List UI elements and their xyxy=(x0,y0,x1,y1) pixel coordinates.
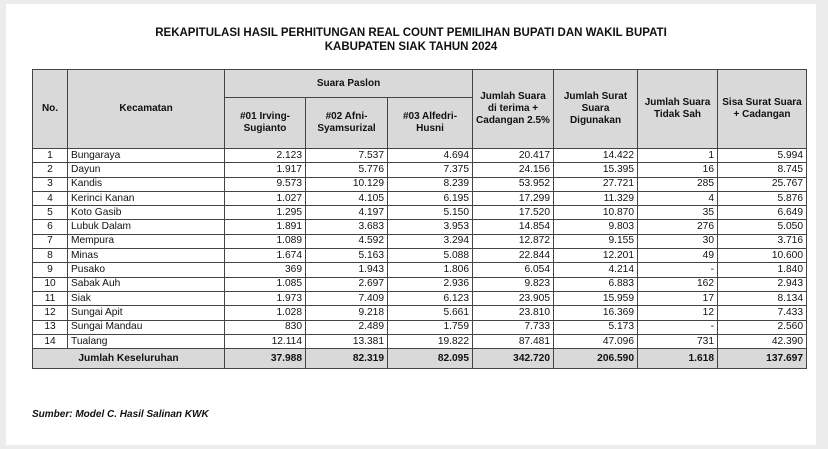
cell-no: 6 xyxy=(33,220,68,234)
cell-kecamatan: Sungai Mandau xyxy=(68,320,225,334)
cell-paslon-1: 1.917 xyxy=(225,163,306,177)
cell-paslon-1: 9.573 xyxy=(225,177,306,191)
cell-paslon-1: 12.114 xyxy=(225,334,306,348)
cell-sisa: 2.560 xyxy=(718,320,807,334)
cell-paslon-1: 1.085 xyxy=(225,277,306,291)
table-row xyxy=(33,334,807,348)
cell-tidak-sah: - xyxy=(638,263,718,277)
document-title xyxy=(6,26,816,54)
total-surat-digunakan: 206.590 xyxy=(554,349,638,369)
header-surat-digunakan: Jumlah Surat Suara Digunakan xyxy=(554,70,638,149)
cell-paslon-3: 19.822 xyxy=(388,334,473,348)
cell-paslon-3: 1.806 xyxy=(388,263,473,277)
cell-jumlah-diterima: 12.872 xyxy=(473,234,554,248)
cell-tidak-sah: 731 xyxy=(638,334,718,348)
cell-jumlah-diterima: 17.299 xyxy=(473,191,554,205)
cell-kecamatan: Mempura xyxy=(68,234,225,248)
cell-paslon-3: 1.759 xyxy=(388,320,473,334)
cell-jumlah-diterima: 7.733 xyxy=(473,320,554,334)
cell-paslon-3: 3.953 xyxy=(388,220,473,234)
table-row xyxy=(33,220,807,234)
cell-tidak-sah: 285 xyxy=(638,177,718,191)
cell-kecamatan: Kerinci Kanan xyxy=(68,191,225,205)
cell-no: 7 xyxy=(33,234,68,248)
cell-paslon-1: 1.027 xyxy=(225,191,306,205)
cell-sisa: 2.943 xyxy=(718,277,807,291)
cell-sisa: 25.767 xyxy=(718,177,807,191)
cell-no: 12 xyxy=(33,306,68,320)
total-row xyxy=(33,349,807,369)
cell-sisa: 3.716 xyxy=(718,234,807,248)
cell-no: 1 xyxy=(33,149,68,163)
cell-kecamatan: Koto Gasib xyxy=(68,206,225,220)
header-paslon-3: #03 Alfedri-Husni xyxy=(388,98,473,149)
cell-no: 9 xyxy=(33,263,68,277)
cell-jumlah-diterima: 24.156 xyxy=(473,163,554,177)
cell-kecamatan: Sungai Apit xyxy=(68,306,225,320)
cell-surat-digunakan: 14.422 xyxy=(554,149,638,163)
cell-kecamatan: Sabak Auh xyxy=(68,277,225,291)
cell-paslon-3: 5.150 xyxy=(388,206,473,220)
cell-kecamatan: Pusako xyxy=(68,263,225,277)
cell-jumlah-diterima: 9.823 xyxy=(473,277,554,291)
cell-paslon-2: 4.592 xyxy=(306,234,388,248)
cell-paslon-3: 2.936 xyxy=(388,277,473,291)
cell-jumlah-diterima: 23.810 xyxy=(473,306,554,320)
cell-surat-digunakan: 27.721 xyxy=(554,177,638,191)
total-paslon-1: 37.988 xyxy=(225,349,306,369)
cell-tidak-sah: 17 xyxy=(638,291,718,305)
cell-paslon-1: 2.123 xyxy=(225,149,306,163)
cell-sisa: 7.433 xyxy=(718,306,807,320)
cell-sisa: 5.994 xyxy=(718,149,807,163)
cell-paslon-1: 369 xyxy=(225,263,306,277)
cell-paslon-3: 3.294 xyxy=(388,234,473,248)
table-row xyxy=(33,177,807,191)
table-row xyxy=(33,163,807,177)
table-row xyxy=(33,206,807,220)
table-row xyxy=(33,149,807,163)
cell-no: 10 xyxy=(33,277,68,291)
table-row xyxy=(33,306,807,320)
cell-paslon-2: 5.776 xyxy=(306,163,388,177)
cell-no: 14 xyxy=(33,334,68,348)
cell-kecamatan: Tualang xyxy=(68,334,225,348)
cell-sisa: 1.840 xyxy=(718,263,807,277)
total-tidak-sah: 1.618 xyxy=(638,349,718,369)
cell-surat-digunakan: 9.155 xyxy=(554,234,638,248)
table-row xyxy=(33,191,807,205)
cell-paslon-3: 8.239 xyxy=(388,177,473,191)
cell-surat-digunakan: 5.173 xyxy=(554,320,638,334)
cell-jumlah-diterima: 23.905 xyxy=(473,291,554,305)
cell-jumlah-diterima: 6.054 xyxy=(473,263,554,277)
table-body xyxy=(33,149,807,349)
cell-sisa: 10.600 xyxy=(718,249,807,263)
cell-jumlah-diterima: 17.520 xyxy=(473,206,554,220)
cell-tidak-sah: - xyxy=(638,320,718,334)
cell-tidak-sah: 16 xyxy=(638,163,718,177)
cell-jumlah-diterima: 53.952 xyxy=(473,177,554,191)
cell-surat-digunakan: 12.201 xyxy=(554,249,638,263)
cell-no: 11 xyxy=(33,291,68,305)
cell-no: 13 xyxy=(33,320,68,334)
cell-paslon-2: 7.409 xyxy=(306,291,388,305)
cell-tidak-sah: 162 xyxy=(638,277,718,291)
cell-tidak-sah: 49 xyxy=(638,249,718,263)
header-suara-paslon: Suara Paslon xyxy=(225,70,473,98)
table-row xyxy=(33,320,807,334)
cell-surat-digunakan: 11.329 xyxy=(554,191,638,205)
cell-paslon-2: 1.943 xyxy=(306,263,388,277)
cell-kecamatan: Lubuk Dalam xyxy=(68,220,225,234)
cell-jumlah-diterima: 22.844 xyxy=(473,249,554,263)
total-paslon-3: 82.095 xyxy=(388,349,473,369)
cell-paslon-1: 1.028 xyxy=(225,306,306,320)
cell-surat-digunakan: 15.959 xyxy=(554,291,638,305)
cell-tidak-sah: 4 xyxy=(638,191,718,205)
cell-sisa: 8.134 xyxy=(718,291,807,305)
cell-tidak-sah: 276 xyxy=(638,220,718,234)
cell-jumlah-diterima: 14.854 xyxy=(473,220,554,234)
cell-kecamatan: Dayun xyxy=(68,163,225,177)
title-line-1: REKAPITULASI HASIL PERHITUNGAN REAL COUNT PEMILIHAN BUPATI DAN WAKIL BUPATI xyxy=(155,27,667,39)
header-sisa: Sisa Surat Suara + Cadangan xyxy=(718,70,807,149)
cell-paslon-1: 1.089 xyxy=(225,234,306,248)
recap-table xyxy=(32,69,807,369)
cell-paslon-3: 4.694 xyxy=(388,149,473,163)
cell-surat-digunakan: 16.369 xyxy=(554,306,638,320)
table-row xyxy=(33,263,807,277)
source-note: Sumber: Model C. Hasil Salinan KWK xyxy=(32,409,209,420)
cell-kecamatan: Siak xyxy=(68,291,225,305)
total-label: Jumlah Keseluruhan xyxy=(33,349,225,369)
cell-tidak-sah: 1 xyxy=(638,149,718,163)
cell-paslon-2: 9.218 xyxy=(306,306,388,320)
cell-paslon-3: 5.661 xyxy=(388,306,473,320)
total-sisa: 137.697 xyxy=(718,349,807,369)
cell-paslon-3: 7.375 xyxy=(388,163,473,177)
header-paslon-2: #02 Afni-Syamsurizal xyxy=(306,98,388,149)
cell-no: 8 xyxy=(33,249,68,263)
document-page xyxy=(6,4,816,445)
cell-surat-digunakan: 9.803 xyxy=(554,220,638,234)
cell-paslon-2: 13.381 xyxy=(306,334,388,348)
cell-surat-digunakan: 4.214 xyxy=(554,263,638,277)
header-tidak-sah: Jumlah Suara Tidak Sah xyxy=(638,70,718,149)
cell-surat-digunakan: 6.883 xyxy=(554,277,638,291)
cell-paslon-3: 6.123 xyxy=(388,291,473,305)
cell-paslon-2: 2.697 xyxy=(306,277,388,291)
cell-no: 4 xyxy=(33,191,68,205)
total-jumlah-diterima: 342.720 xyxy=(473,349,554,369)
cell-kecamatan: Bungaraya xyxy=(68,149,225,163)
total-paslon-2: 82.319 xyxy=(306,349,388,369)
header-paslon-1: #01 Irving-Sugianto xyxy=(225,98,306,149)
cell-tidak-sah: 35 xyxy=(638,206,718,220)
cell-kecamatan: Minas xyxy=(68,249,225,263)
table-row xyxy=(33,249,807,263)
cell-sisa: 42.390 xyxy=(718,334,807,348)
cell-tidak-sah: 30 xyxy=(638,234,718,248)
cell-sisa: 6.649 xyxy=(718,206,807,220)
cell-surat-digunakan: 47.096 xyxy=(554,334,638,348)
cell-paslon-1: 1.973 xyxy=(225,291,306,305)
cell-tidak-sah: 12 xyxy=(638,306,718,320)
cell-paslon-2: 10.129 xyxy=(306,177,388,191)
header-kecamatan: Kecamatan xyxy=(68,70,225,149)
table-row xyxy=(33,277,807,291)
cell-surat-digunakan: 10.870 xyxy=(554,206,638,220)
cell-paslon-2: 7.537 xyxy=(306,149,388,163)
cell-paslon-2: 3.683 xyxy=(306,220,388,234)
cell-paslon-1: 1.674 xyxy=(225,249,306,263)
cell-kecamatan: Kandis xyxy=(68,177,225,191)
cell-paslon-1: 830 xyxy=(225,320,306,334)
title-line-2: KABUPATEN SIAK TAHUN 2024 xyxy=(324,41,498,53)
cell-paslon-1: 1.295 xyxy=(225,206,306,220)
header-no: No. xyxy=(33,70,68,149)
cell-paslon-2: 5.163 xyxy=(306,249,388,263)
cell-jumlah-diterima: 87.481 xyxy=(473,334,554,348)
cell-jumlah-diterima: 20.417 xyxy=(473,149,554,163)
cell-surat-digunakan: 15.395 xyxy=(554,163,638,177)
cell-no: 3 xyxy=(33,177,68,191)
header-jumlah-diterima: Jumlah Suara di terima + Cadangan 2.5% xyxy=(473,70,554,149)
cell-no: 2 xyxy=(33,163,68,177)
cell-paslon-3: 6.195 xyxy=(388,191,473,205)
cell-sisa: 5.050 xyxy=(718,220,807,234)
cell-paslon-2: 4.197 xyxy=(306,206,388,220)
cell-sisa: 5.876 xyxy=(718,191,807,205)
cell-paslon-2: 4.105 xyxy=(306,191,388,205)
cell-no: 5 xyxy=(33,206,68,220)
cell-paslon-1: 1.891 xyxy=(225,220,306,234)
cell-paslon-2: 2.489 xyxy=(306,320,388,334)
cell-sisa: 8.745 xyxy=(718,163,807,177)
table-row xyxy=(33,234,807,248)
cell-paslon-3: 5.088 xyxy=(388,249,473,263)
table-row xyxy=(33,291,807,305)
